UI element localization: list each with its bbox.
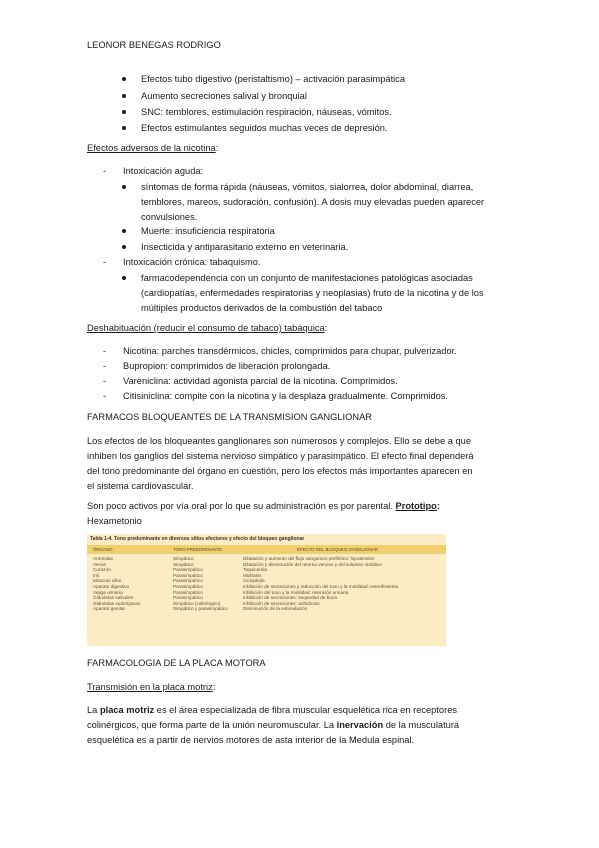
table-cell: Inhibición de secreciones y reducción del tono y la motilidad: estreñimiento: [243, 583, 399, 589]
inervacion-bold-term: inervación: [336, 720, 384, 730]
table-cell: Parasimpático: [173, 589, 203, 595]
effects-item: Aumento secreciones salival y bronquial: [141, 91, 307, 101]
dash-marker: -: [103, 361, 107, 371]
dash-marker: -: [103, 166, 107, 176]
acute-item: Muerte: insuficiencia respiratoria: [141, 226, 275, 236]
table-cell: Inhibición de secreciones: sequedad de boca: [243, 595, 337, 601]
table-cell: Taquicardia: [243, 567, 267, 573]
table-cell: Simpático y parasimpático: [173, 606, 228, 612]
deshab-heading-line: [87, 321, 327, 335]
table-cell: Dilatación y aumento del flujo sanguíneo periférico: hipotensión: [243, 556, 375, 561]
table-cell: Aparato genital: [93, 606, 125, 612]
dash-marker: -: [103, 391, 107, 401]
placa-sub-heading: Transmisión en la placa motriz: [87, 682, 213, 692]
placa-sub-colon: :: [212, 682, 216, 692]
deshab-item: Citisiniclina: compite con la nicotina y la desplaza gradualmente. Comprimidos.: [123, 391, 449, 401]
deshab-item: Bupropion: comprimidos de liberación prolongada.: [123, 361, 331, 371]
table-cell: Parasimpático: [173, 578, 203, 584]
ganglionar-para-line: el sistema cardiovascular.: [87, 481, 194, 491]
ganglionar-heading: FARMACOS BLOQUEANTES DE LA TRANSMISION GANGLIONAR: [87, 412, 372, 422]
dash-marker: -: [103, 257, 107, 267]
effects-item: SNC: temblores, estimulación respiración, náuseas, vómitos.: [141, 107, 392, 117]
chronic-item: farmacodependencia con un conjunto de manifestaciones patológicas asociadas: [141, 273, 473, 283]
placa-text: de la musculatura: [383, 720, 460, 730]
table-cell: Glándulas sudoríparas: [93, 600, 141, 606]
deshab-item: Nicotina: parches transdérmicos, chicles, comprimidos para chupar, pulverizador.: [123, 346, 457, 356]
placa-text: colinérgicos, que forma parte de la unión neuromuscular. La: [87, 720, 337, 730]
table-cell: Cicloplejía: [243, 578, 265, 584]
placa-text: La: [87, 705, 100, 715]
table-col-tones: [173, 556, 228, 612]
ganglionar-para-line: del tono predominante del órgano en cuestión, pero los efectos más importantes aparecen en: [87, 466, 473, 476]
table-header-effect: EFECTO DEL BLOQUEO GANGLIONAR: [297, 547, 378, 552]
placa-sub-heading-line: [87, 680, 215, 694]
table-cell: Parasimpático: [173, 583, 203, 589]
table-cell: Disminución de la estimulación: [243, 606, 308, 612]
adverse-heading-colon: :: [215, 143, 219, 153]
ganglionar-para-line: inhiben los ganglios del sistema nervioso simpático y parasimpático. El efecto final dependerá: [87, 451, 474, 461]
table-cell: Aparato digestivo: [93, 583, 130, 589]
effects-item: Efectos estimulantes seguidos muchas veces de depresión.: [141, 123, 388, 133]
table-cell: Músculo ciliar: [93, 578, 122, 584]
placa-text: es el área especializada de fibra muscular esquelética rica en receptores: [154, 705, 458, 715]
chronic-item-cont: múltiples productos derivados de la combustión del tabaco: [141, 303, 383, 313]
dash-marker: -: [103, 346, 107, 356]
effects-item: Efectos tubo digestivo (peristaltismo) – activación parasimpática: [141, 74, 406, 84]
dash-marker: -: [103, 376, 107, 386]
adverse-heading: Efectos adversos de la nicotina: [87, 143, 216, 153]
bullet: [122, 276, 126, 280]
ganglionar-table: [87, 534, 446, 646]
bullet: [122, 77, 126, 81]
prototipo-colon: :: [436, 501, 440, 511]
table-header-tone: TONO PREDOMINANTE: [173, 547, 223, 552]
table-cell: Inhibición de secreciones: anhidrosis: [243, 600, 320, 606]
acute-item-cont: temblores, mareos, sudoración, confusión). A dosis muy elevadas pueden aparecer: [141, 197, 485, 207]
placa-heading: FARMACOLOGIA DE LA PLACA MOTORA: [87, 658, 266, 668]
acute-item: Insecticida y antiparasitario externo en veterinaria.: [141, 242, 349, 252]
table-title-text: Tabla 1-4. Tono predominante en diversos sitios efectores y efecto del bloqueo ganglionar: [90, 536, 305, 542]
bullet: [122, 110, 126, 114]
table-title: [87, 534, 446, 544]
bullet: [122, 185, 126, 189]
deshab-heading-colon: :: [324, 323, 328, 333]
prototipo-label: Prototipo: [395, 501, 437, 511]
table-cell: Corazón: [93, 567, 111, 573]
acute-label: Intoxicación aguda:: [123, 166, 204, 176]
placa-para-line: esquelética es a partir de nervios motores de asta interior de la Medula espinal.: [87, 735, 415, 745]
placa-bold-term: placa motriz: [99, 705, 155, 715]
chronic-item-cont: (cardiopatías, enfermedades respiratorias y neoplasias) fruto de la nicotina y de los: [141, 288, 484, 298]
bullet: [122, 126, 126, 130]
bullet: [122, 245, 126, 249]
table-cell: Inhibición del tono y la motilidad: retención urinaria: [243, 589, 349, 595]
author-header: LEONOR BENEGAS RODRIGO: [87, 40, 221, 50]
hexametonio-text: Hexametonio: [87, 516, 142, 526]
placa-para-line: [87, 703, 457, 717]
table-col-organs: [93, 556, 140, 612]
bullet: [122, 94, 126, 98]
table-header-organ: ÓRGANO: [93, 547, 113, 552]
chronic-label: Intoxicación crónica: tabaquismo.: [123, 257, 261, 267]
para2-text: Son poco activos por vía oral por lo que su administración es por parental.: [87, 501, 396, 511]
acute-item-cont: convulsiones.: [141, 212, 198, 222]
table-cell: Dilatación y disminución del retorno venoso y del volumen sistólico: [243, 561, 382, 567]
table-cell: Parasimpático: [173, 567, 203, 573]
table-col-effects: [243, 556, 398, 612]
bullet: [122, 229, 126, 233]
ganglionar-para-line: Los efectos de los bloqueantes ganglionares son numerosos y complejos. Ello se debe a que: [87, 436, 472, 446]
table-cell: Simpático: [173, 561, 194, 567]
table-cell: Vejiga urinaria: [93, 589, 123, 595]
table-cell: Midriasis: [243, 572, 262, 578]
table-cell: Arteriolas: [93, 556, 113, 561]
table-cell: Parasimpático: [173, 595, 203, 601]
adverse-heading-line: [87, 141, 218, 155]
table-cell: Simpático (colinérgico): [173, 600, 221, 606]
table-cell: Parasimpático: [173, 572, 203, 578]
acute-item: síntomas de forma rápida (náuseas, vómitos, sialorrea, dolor abdominal, diarrea,: [141, 182, 474, 192]
placa-para-line: [87, 718, 459, 732]
table-cell: Venas: [93, 561, 107, 567]
table-cell: Iris: [93, 572, 100, 578]
deshab-item: Vareniclina: actividad agonista parcial de la nicotina. Comprimidos.: [123, 376, 398, 386]
table-cell: Glándulas salivales: [93, 595, 134, 601]
ganglionar-para2-line: [87, 499, 440, 513]
table-cell: Simpático: [173, 556, 194, 561]
deshab-heading: Deshabituación (reducir el consumo de tabaco) tabáquica: [87, 323, 325, 333]
table-header-row: [87, 545, 446, 554]
